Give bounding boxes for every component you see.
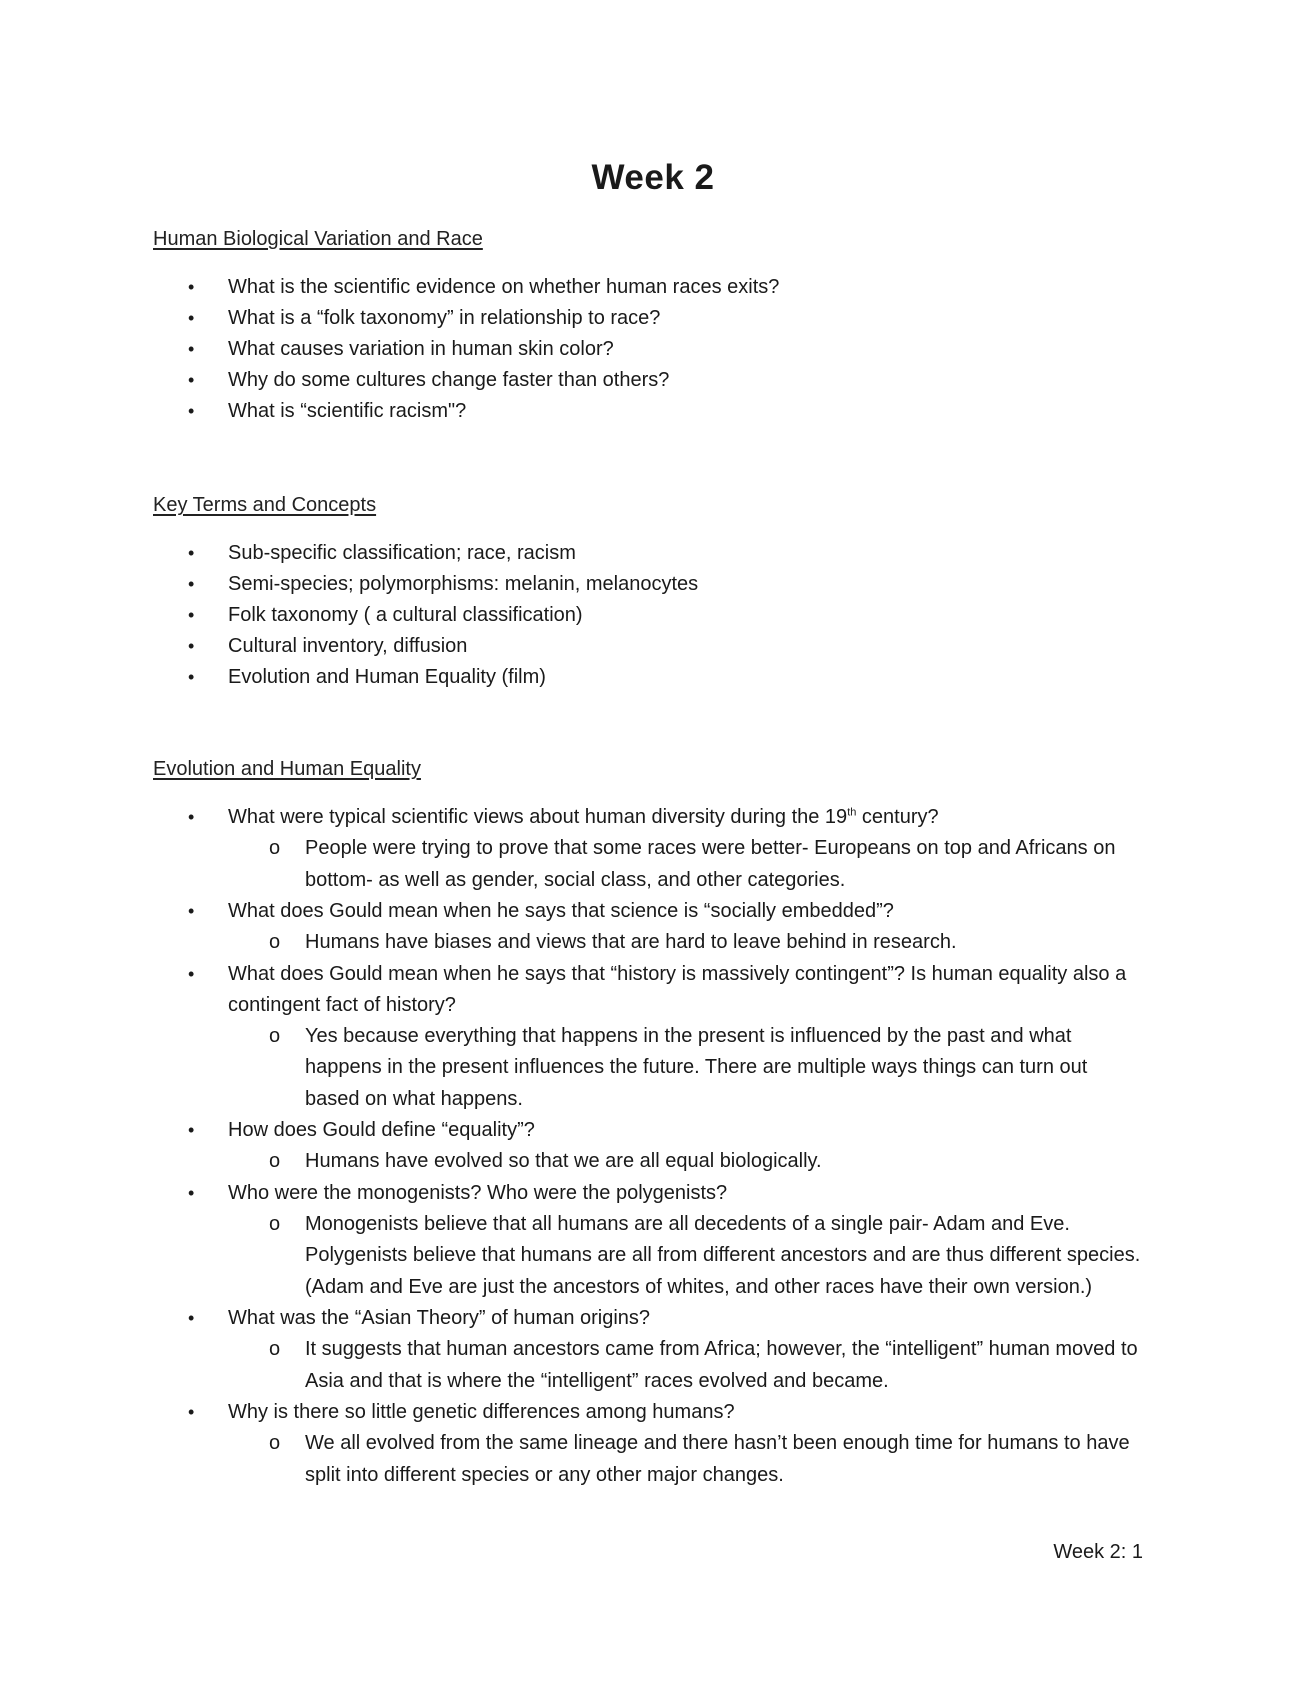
sub-bullet-icon: o <box>269 837 281 859</box>
question-item: • What does Gould mean when he says that “history is massively contingent”? Is human equality also a contingent fact of history? <box>0 959 1148 1021</box>
list-item: • Semi-species; polymorphisms: melanin, melanocytes <box>0 569 1148 600</box>
bullet-icon: • <box>188 901 195 921</box>
sub-bullet-icon: o <box>269 1024 281 1047</box>
bullet-icon: • <box>188 370 195 390</box>
bullet-icon: • <box>188 401 195 421</box>
bullet-icon: • <box>188 963 195 984</box>
sub-bullet-icon: o <box>269 1432 281 1454</box>
sub-bullet-icon: o <box>269 1338 281 1360</box>
section-heading-evolution: Evolution and Human Equality <box>153 758 421 780</box>
bullet-icon: • <box>188 1308 195 1328</box>
page-footer: Week 2: 1 <box>1053 1541 1143 1563</box>
list-variation-questions <box>0 272 1306 427</box>
question-item: • What was the “Asian Theory” of human origins? <box>0 1303 1148 1334</box>
list-evolution-qa <box>0 802 1306 1491</box>
answer-item: o We all evolved from the same lineage and there hasn’t been enough time for humans to have split into different species or any other major changes. <box>0 1428 1145 1491</box>
list-item: • Folk taxonomy ( a cultural classification) <box>0 600 1148 631</box>
bullet-icon: • <box>188 339 195 359</box>
list-key-terms <box>0 538 1306 693</box>
question-item: • Why is there so little genetic differences among humans? <box>0 1397 1148 1428</box>
answer-item: o Humans have evolved so that we are all equal biologically. <box>0 1146 1145 1178</box>
question-item: • What were typical scientific views about human diversity during the 19th century? <box>0 802 1148 833</box>
answer-item: o People were trying to prove that some races were better- Europeans on top and Africans on bottom- as well as gender, social class, and other categories. <box>0 833 1145 896</box>
list-item: • What is a “folk taxonomy” in relationship to race? <box>0 303 1148 334</box>
question-item: • What does Gould mean when he says that science is “socially embedded”? <box>0 896 1148 927</box>
question-item: • How does Gould define “equality”? <box>0 1115 1148 1146</box>
sub-bullet-icon: o <box>269 1212 281 1235</box>
answer-item: o It suggests that human ancestors came from Africa; however, the “intelligent” human moved to Asia and that is where the “intelligent” races evolved and became. <box>0 1334 1145 1397</box>
bullet-icon: • <box>188 667 195 687</box>
list-item: • Why do some cultures change faster than others? <box>0 365 1148 396</box>
sub-bullet-icon: o <box>269 1150 281 1172</box>
list-item: • Evolution and Human Equality (film) <box>0 662 1148 693</box>
bullet-icon: • <box>188 543 195 563</box>
bullet-icon: • <box>188 1182 195 1203</box>
bullet-icon: • <box>188 807 195 827</box>
list-item: • Cultural inventory, diffusion <box>0 631 1148 662</box>
answer-item: o Yes because everything that happens in the present is influenced by the past and what happens in the present influences the future. There are multiple ways things can turn out based on what happens. <box>0 1021 1145 1116</box>
sub-bullet-icon: o <box>269 931 281 953</box>
list-item: • Sub-specific classification; race, racism <box>0 538 1148 569</box>
list-item: • What is “scientific racism"? <box>0 396 1148 427</box>
bullet-icon: • <box>188 277 195 297</box>
section-heading-variation: Human Biological Variation and Race <box>153 228 483 250</box>
bullet-icon: • <box>188 308 195 328</box>
list-item: • What causes variation in human skin color? <box>0 334 1148 365</box>
bullet-icon: • <box>188 605 195 625</box>
page-title: Week 2 <box>591 158 715 197</box>
answer-item: o Monogenists believe that all humans are all decedents of a single pair- Adam and Eve. Polygenists believe that humans are all from different ancestors and are thus different species. (Adam and Eve are just the ancestors of whites, and other races have their own version.) <box>0 1209 1145 1304</box>
list-item: • What is the scientific evidence on whether human races exits? <box>0 272 1148 303</box>
answer-item: o Humans have biases and views that are hard to leave behind in research. <box>0 927 1145 959</box>
section-heading-key-terms: Key Terms and Concepts <box>153 494 377 516</box>
question-item: • Who were the monogenists? Who were the polygenists? <box>0 1178 1148 1209</box>
bullet-icon: • <box>188 1120 195 1140</box>
bullet-icon: • <box>188 636 195 656</box>
bullet-icon: • <box>188 574 195 594</box>
bullet-icon: • <box>188 1402 195 1422</box>
